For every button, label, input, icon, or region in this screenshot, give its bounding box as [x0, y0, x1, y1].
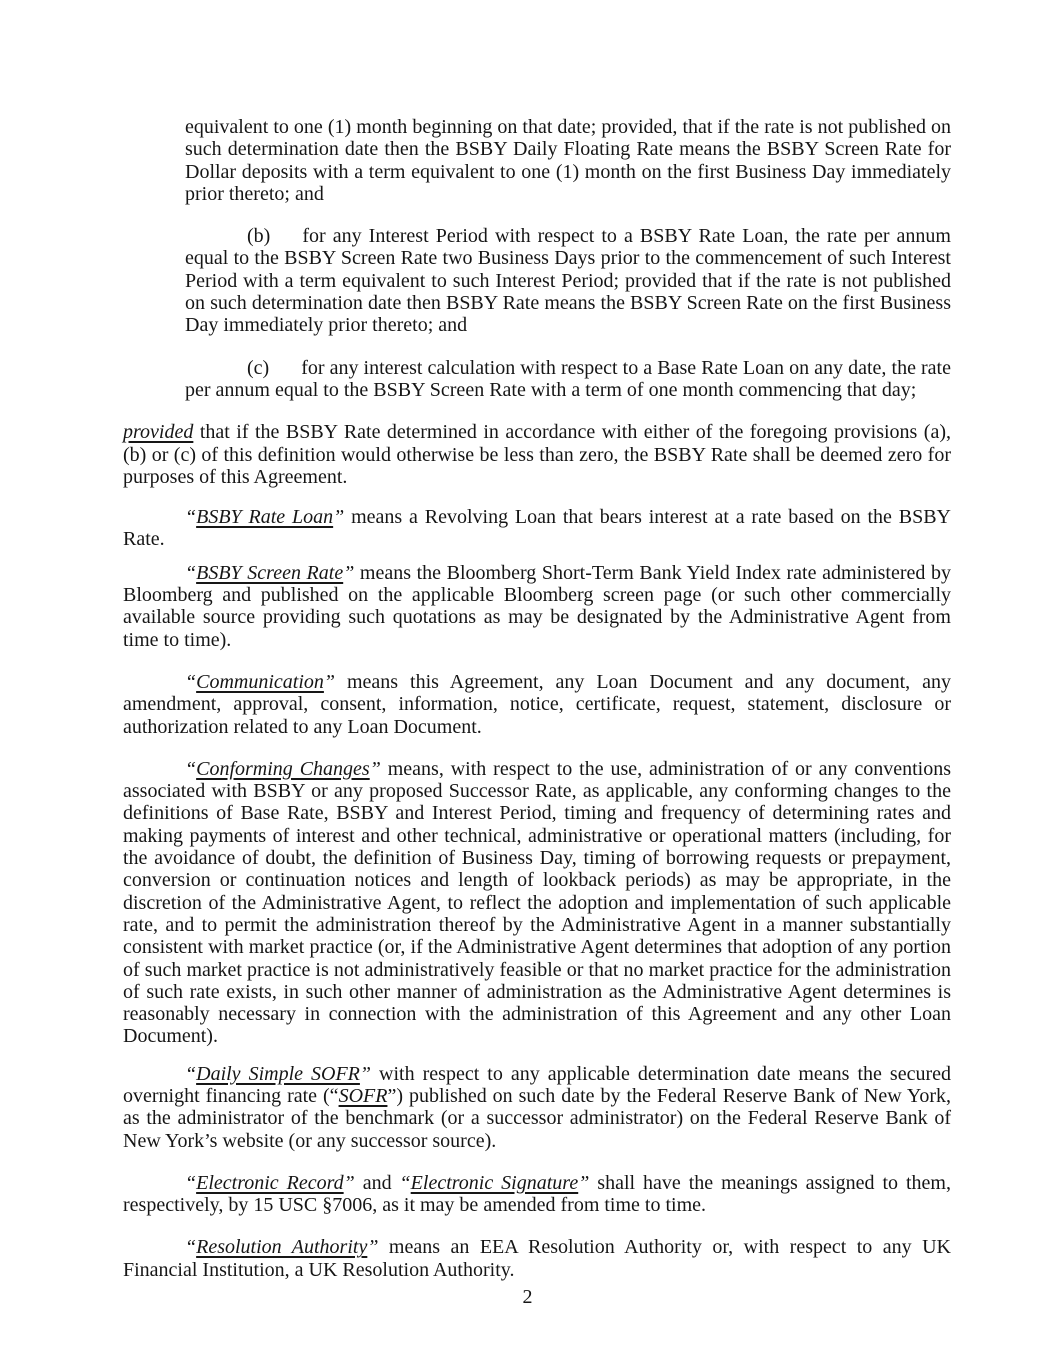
text-segment: “: [185, 1236, 197, 1259]
text-segment: ”: [367, 1236, 379, 1259]
text-segment: and: [354, 1171, 400, 1194]
text-segment: means the Bloomberg Short-Term Bank Yield Index rate administered by Bloomberg and published on the applicable Bloomberg screen page (or such other commercially available source providing such quotations as may be designated by the Administrative Agent from time to time).: [123, 561, 956, 651]
text-segment: for any interest calculation with respect to a Base Rate Loan on any date, the rate per annum equal to the BSBY Screen Rate with a term of one month commencing that day;: [185, 356, 956, 401]
text-segment: ”) published on such date by the Federal Reserve Bank of New York, as the administrator of the benchmark (or a successor administrator) on the Federal Reserve Bank of New York’s website (or any successor source).: [123, 1084, 957, 1152]
text-segment: ”: [323, 670, 336, 693]
defined-term: BSBY Rate Loan: [196, 506, 334, 529]
text-segment: ”: [343, 561, 355, 584]
defined-term: Electronic Signature: [410, 1171, 579, 1194]
text-segment: means a Revolving Loan that bears interest at a rate based on the BSBY Rate.: [123, 506, 956, 551]
paragraph-definition-daily-simple-sofr: [123, 1062, 957, 1152]
text-segment: with respect to any applicable determination date means the secured overnight financing rate (“: [123, 1062, 956, 1107]
text-segment: means, with respect to the use, administration of or any conventions associated with BSBY or any proposed Successor Rate, as applicable, any conforming changes to the definitions of Base Rate, BSBY and Interest Period, timing and frequency of determining rates and making payments of interest and other technical, administrative or operational matters (including, for the avoidance of doubt, the definition of Business Day, timing of borrowing requests or prepayment, conversion or continuation notices and length of lookback periods) as may be appropriate, in the discretion of the Administrative Agent, to reflect the adoption and implementation of such applicable rate, and to permit the administration thereof by the Administrative Agent in a manner substantially consistent with market practice (or, if the Administrative Agent determines that adoption of any portion of such market practice is not administratively feasible or that no market practice for the administration of such rate exists, in such other manner of administration as the Administrative Agent determines is reasonably necessary in connection with the administration of this Agreement and any other Loan Document).: [123, 757, 956, 1048]
text-segment: “: [185, 1062, 197, 1085]
defined-term: Resolution Authority: [196, 1236, 368, 1259]
defined-term: Daily Simple SOFR: [196, 1062, 360, 1085]
text-segment: ”: [578, 1171, 590, 1194]
text-segment: “: [185, 1171, 197, 1194]
text-segment: (c): [247, 356, 270, 379]
text-segment: that if the BSBY Rate determined in accordance with either of the foregoing provisions (a), (b) or (c) of this definition would otherwise be less than zero, the BSBY Rate shall be deemed zero for purposes of this Agreement.: [123, 421, 956, 488]
paragraph-clause-c: [185, 356, 956, 402]
text-segment: means an EEA Resolution Authority or, with respect to any UK Financial Institution, a UK Resolution Authority.: [123, 1236, 957, 1281]
defined-term: Communication: [196, 670, 324, 693]
text-segment: for any Interest Period with respect to a BSBY Rate Loan, the rate per annum equal to the BSBY Screen Rate two Business Days prior to the commencement of such Interest Period with a term equivalent to such Interest Period; provided that if the rate is not published on such determination date then BSBY Rate means the BSBY Screen Rate on the first Business Day immediately prior thereto; and: [185, 225, 956, 337]
text-segment: “: [185, 506, 197, 529]
text-segment: ”: [369, 757, 381, 780]
paragraph-definition-communication: [123, 670, 956, 738]
defined-term: BSBY Screen Rate: [196, 561, 344, 584]
text-segment: (b): [247, 225, 271, 248]
text-segment: ”: [333, 506, 345, 529]
text-segment: “: [185, 561, 197, 584]
defined-term: Electronic Record: [196, 1171, 344, 1194]
text-segment: means this Agreement, any Loan Document and any document, any amendment, approval, consent, information, notice, certificate, request, statement, disclosure or authorization related to any Loan Document.: [123, 670, 956, 738]
text-segment: “: [185, 757, 197, 780]
paragraph-definition-bsby-rate-loan: [123, 506, 956, 551]
paragraph-definition-bsby-screen-rate: [123, 561, 956, 651]
text-segment: “: [399, 1171, 411, 1194]
paragraph-proviso-zero-floor: [123, 421, 956, 488]
text-segment: “: [185, 670, 197, 693]
paragraph-definition-conforming-changes: [123, 757, 956, 1048]
defined-term: SOFR: [338, 1084, 388, 1107]
paragraph-definition-electronic-record-signature: [123, 1171, 956, 1217]
paragraph-definition-resolution-authority: [123, 1236, 957, 1281]
paragraph-bsby-daily-floating-rate-continuation: [185, 116, 956, 205]
defined-term: Conforming Changes: [196, 757, 370, 780]
text-segment: ”: [343, 1171, 355, 1194]
text-segment: equivalent to one (1) month beginning on that date; provided, that if the rate is not published on such determination date then the BSBY Daily Floating Rate means the BSBY Screen Rate for Dollar deposits with a term equivalent to one (1) month on the first Business Day immediately prior thereto; and: [185, 116, 956, 205]
text-segment: ”: [359, 1062, 372, 1085]
defined-term: provided: [123, 421, 194, 444]
page-number: 2: [522, 1286, 533, 1308]
paragraph-clause-b: [185, 225, 956, 337]
text-segment: shall have the meanings assigned to them, respectively, by 15 USC §7006, as it may be amended from time to time.: [123, 1171, 956, 1217]
